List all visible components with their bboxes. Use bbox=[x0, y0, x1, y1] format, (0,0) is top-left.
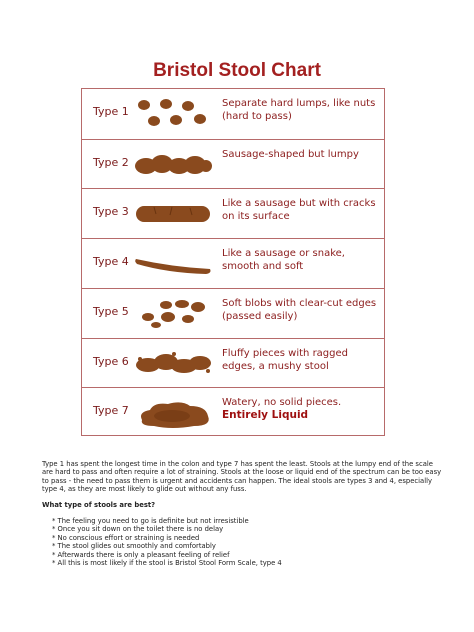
list-item: * All this is most likely if the stool is Bristol Stool Form Scale, type 4 bbox=[52, 559, 282, 568]
best-stools-list bbox=[52, 517, 452, 567]
list-item: * Afterwards there is only a pleasant feeling of relief bbox=[52, 550, 230, 559]
type-description bbox=[222, 148, 382, 161]
type-row-5 bbox=[82, 288, 384, 338]
description-text: Soft blobs with clear-cut edges (passed easily) bbox=[222, 297, 377, 322]
type-row-6 bbox=[82, 338, 384, 388]
description-text: Like a sausage but with cracks on its surface bbox=[222, 198, 376, 223]
type-label: Type 3 bbox=[93, 205, 129, 219]
type-row-2 bbox=[82, 139, 384, 189]
description-text: Fluffy pieces with ragged edges, a mushy stool bbox=[222, 347, 349, 372]
type-row-1 bbox=[82, 89, 384, 139]
description-emphasis: Entirely Liquid bbox=[222, 409, 309, 422]
description-text: Separate hard lumps, like nuts (hard to pass) bbox=[222, 98, 376, 122]
list-item: * The stool glides out smoothly and comfortably bbox=[52, 542, 216, 551]
explanation-paragraph: Type 1 has spent the longest time in the colon and type 7 has spent the least. Stools at the lumpy end of the scale are hard to pass and often require a lot of straining. Stools at the loose or liquid end of the spectrum can be too easy to pass - the need to pass them is urgent and accidents can happen. The ideal stools are types 3 and 4, especially type 4, as they are most likely to glide out without any fuss. bbox=[42, 460, 442, 494]
stool-type-4-illustration bbox=[132, 245, 214, 283]
type-description bbox=[222, 247, 382, 273]
stool-type-5-illustration bbox=[132, 295, 214, 333]
stool-type-3-illustration bbox=[132, 195, 214, 233]
type-description bbox=[222, 197, 382, 223]
stool-type-2-illustration bbox=[132, 146, 214, 184]
stool-type-7-illustration bbox=[132, 394, 214, 432]
type-label: Type 2 bbox=[93, 155, 129, 169]
best-stools-question: What type of stools are best? bbox=[42, 501, 156, 509]
stool-type-1-illustration bbox=[132, 95, 214, 133]
type-description bbox=[222, 97, 382, 123]
type-description bbox=[222, 347, 382, 373]
description-text: Watery, no solid pieces. bbox=[222, 397, 342, 409]
type-label: Type 6 bbox=[93, 354, 129, 368]
list-item: * Once you sit down on the toilet there is no delay bbox=[52, 525, 224, 534]
type-label: Type 7 bbox=[93, 404, 129, 418]
type-label: Type 5 bbox=[93, 304, 129, 318]
description-text: Sausage-shaped but lumpy bbox=[222, 148, 359, 160]
type-description bbox=[222, 396, 382, 422]
type-description bbox=[222, 297, 382, 323]
type-row-4 bbox=[82, 238, 384, 288]
type-label: Type 4 bbox=[93, 255, 129, 269]
type-label: Type 1 bbox=[93, 105, 129, 118]
stool-chart-table bbox=[81, 88, 385, 436]
chart-title: Bristol Stool Chart bbox=[153, 60, 321, 81]
type-row-3 bbox=[82, 188, 384, 238]
list-item: * No conscious effort or straining is needed bbox=[52, 533, 200, 542]
description-text: Like a sausage or snake, smooth and soft bbox=[222, 248, 345, 273]
list-item: * The feeling you need to go is definite but not irresistible bbox=[52, 517, 249, 525]
stool-type-6-illustration bbox=[132, 345, 214, 383]
type-row-7 bbox=[82, 387, 384, 437]
